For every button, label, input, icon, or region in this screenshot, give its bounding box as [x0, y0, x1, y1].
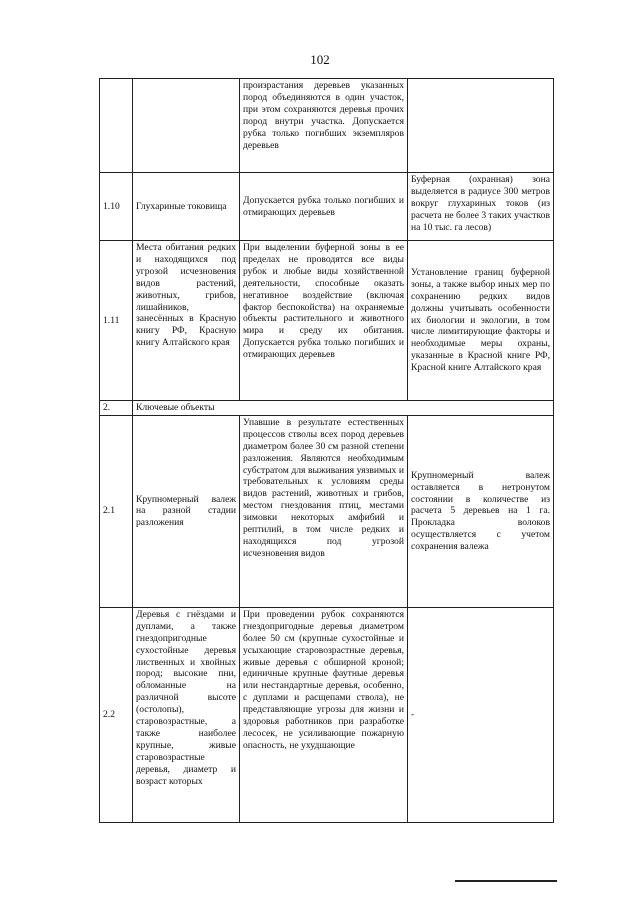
row-number: 1.11	[100, 241, 133, 401]
row-number	[100, 79, 133, 173]
measure-cell: Крупномерный валеж оставляется в нетронутом состоянии в количестве из расчета 5 деревьев на 1 га. Прокладка волоков осуществляется с учетом сохранения валежа	[408, 415, 554, 607]
object-cell: Крупномерный валеж на разной стадии разложения	[133, 415, 240, 607]
condition-cell: При проведении рубок сохраняются гнездопригодные деревья диаметром более 50 см (крупные сухостойные и усыхающие старовозрастные деревья, живые деревья с обширной кроной; единичные крупные фаутные деревья или нестандартные деревья, особенно, с дуплами и расщепами ствола), не представляющие угрозы для жизни и здоровья работников при разработке лесосек, не усиливающие пожарную опасность, не ухудшающие	[240, 607, 408, 822]
measure-cell	[408, 79, 554, 173]
section-row	[100, 401, 554, 416]
footer-divider	[455, 880, 557, 882]
section-title: Ключевые объекты	[133, 401, 554, 416]
condition-cell: произрастания деревьев указанных пород объединяются в один участок, при этом сохраняются деревья прочих пород внутри участка. Допускается рубка только погибших экземпляров деревьев	[240, 79, 408, 173]
object-cell	[133, 79, 240, 173]
table-row	[100, 79, 554, 173]
page-number: 102	[310, 52, 330, 67]
table-row	[100, 415, 554, 607]
condition-cell: Упавшие в результате естественных процессов стволы всех пород деревьев диаметром более 30 см разной степени разложения. Являются необходимым субстратом для выживания уязвимых и требовательных к условиям среды видов растений, животных и грибов, местом гнездования птиц, местами зимовки некоторых амфибий и рептилий, в том числе редких и находящихся под угрозой исчезновения видов	[240, 415, 408, 607]
measure-cell: -	[408, 607, 554, 822]
condition-cell: При выделении буферной зоны в ее пределах не проводятся все виды рубок и любые виды хозяйственной деятельности, способные оказать негативное воздействие (включая фактор беспокойства) на охраняемые объекты растительного и животного мира и среду их обитания. Допускается рубка только погибших и отмирающих деревьев	[240, 241, 408, 401]
row-number: 2.1	[100, 415, 133, 607]
row-number: 1.10	[100, 173, 133, 241]
table-row	[100, 241, 554, 401]
section-number: 2.	[100, 401, 133, 416]
measure-cell: Буферная (охранная) зона выделяется в радиусе 300 метров вокруг глухариных токов (из расчета не более 3 таких участков на 10 тыс. га лесов)	[408, 173, 554, 241]
object-cell: Места обитания редких и находящихся под угрозой исчезновения видов растений, животных, грибов, лишайников, занесённых в Красную книгу РФ, Красную книгу Алтайского края	[133, 241, 240, 401]
table-row	[100, 173, 554, 241]
object-cell: Деревья с гнёздами и дуплами, а также гнездопригодные сухостойные деревья лиственных и хвойных пород; высокие пни, обломанные на различной высоте (остолопы), старовозрастные, а также наиболее крупные, живые старовозрастные деревья, диаметр и возраст которых	[133, 607, 240, 822]
forest-objects-table	[99, 78, 554, 823]
measure-cell: Установление границ буферной зоны, а также выбор иных мер по сохранению редких видов должны учитывать особенности их биологии и экологии, в том числе лимитирующие факторы и необходимые меры охраны, указанные в Красной книге РФ, Красной книге Алтайского края	[408, 241, 554, 401]
row-number: 2.2	[100, 607, 133, 822]
condition-cell: Допускается рубка только погибших и отмирающих деревьев	[240, 173, 408, 241]
object-cell: Глухариные токовища	[133, 173, 240, 241]
table-row	[100, 607, 554, 822]
